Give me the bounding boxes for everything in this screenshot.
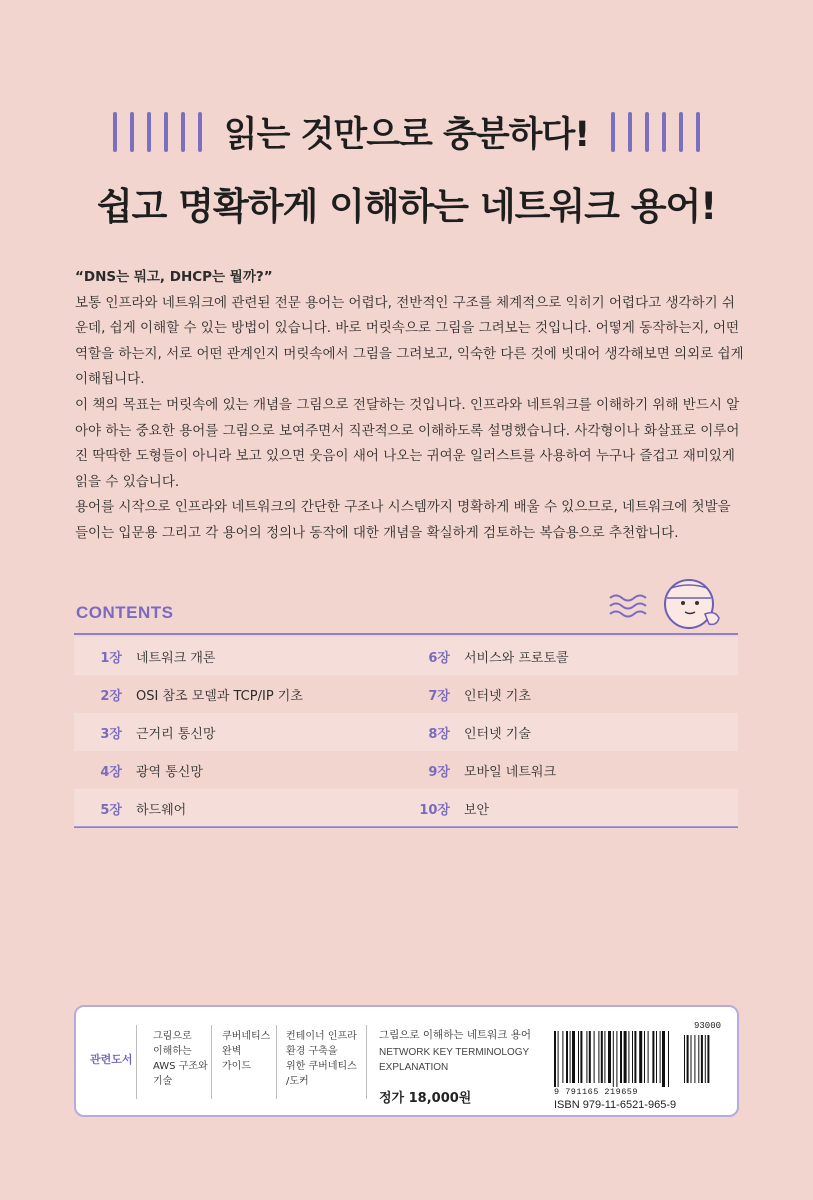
divider [136, 1025, 137, 1099]
chapter-title: 근거리 통신망 [136, 726, 216, 742]
right-tick-decoration [611, 112, 700, 152]
description [75, 265, 745, 547]
table-of-contents [74, 633, 738, 828]
toc-item [74, 637, 406, 675]
chapter-number: 10장 [419, 802, 450, 818]
chapter-title: 서비스와 프로토콜 [464, 650, 569, 666]
chapter-number: 4장 [100, 764, 122, 780]
description-paragraph: 이 책의 목표는 머릿속에 있는 개념을 그림으로 전달하는 것입니다. 인프라와 네트워크를 이해하기 위해 반드시 알아야 하는 중요한 용어를 그림으로 보여주면서 직관적으로 이해하도록 설명했습니다. 사각형이나 화살표로 이루어진 딱딱한 도형들이 아니라 보고 있으면 웃음이 새어 나오는 귀여운 일러스트를 사용하여 누구나 즐겁고 재미있게 읽을 수 있습니다. [75, 396, 740, 490]
related-book: 그림으로 이해하는 AWS 구조와 기술 [153, 1031, 208, 1087]
chapter-title: OSI 참조 모델과 TCP/IP 기초 [136, 688, 303, 704]
book-title-korean: 그림으로 이해하는 네트워크 용어 [379, 1029, 532, 1041]
toc-item [406, 789, 738, 827]
left-tick-decoration [113, 112, 202, 152]
chapter-number: 9장 [428, 764, 450, 780]
chapter-number: 3장 [100, 726, 122, 742]
toc-item [406, 637, 738, 675]
barcode-icon [554, 1031, 722, 1087]
chapter-title: 네트워크 개론 [136, 650, 216, 666]
isbn-addon: 93000 [694, 1021, 722, 1031]
toc-item [74, 675, 406, 713]
isbn-number: ISBN 979-11-6521-965-9 [554, 1099, 677, 1111]
chapter-title: 인터넷 기술 [464, 726, 531, 742]
headline-line1: 읽는 것만으로 충분하다! [223, 115, 590, 155]
description-paragraph: 보통 인프라와 네트워크에 관련된 전문 용어는 어렵다, 전반적인 구조를 체계적으로 익히기 어렵다고 생각하기 쉬운데, 쉽게 이해할 수 있는 방법이 있습니다. 바로 머릿속으로 그림을 그려보는 것입니다. 어떻게 동작하는지, 어떤 역할을 하는지, 서로 어떤 관계인지 머릿속에서 그림을 그려보고, 익숙한 다른 것에 빗대어 생각해보면 의외로 쉽게 이해됩니다. [75, 294, 744, 388]
chapter-title: 모바일 네트워크 [464, 764, 557, 780]
character-illustration-icon [605, 576, 725, 636]
toc-item [74, 713, 406, 751]
book-info-box [74, 1005, 739, 1117]
toc-item [74, 789, 406, 827]
toc-item [406, 713, 738, 751]
chapter-title: 광역 통신망 [136, 764, 203, 780]
chapter-title: 인터넷 기초 [464, 688, 531, 704]
isbn-digits: 9 791165 219659 [554, 1087, 639, 1097]
chapter-number: 7장 [428, 688, 450, 704]
divider [366, 1025, 367, 1099]
chapter-number: 2장 [100, 688, 122, 704]
chapter-number: 1장 [100, 650, 122, 666]
related-books-label: 관련도서 [90, 1053, 133, 1066]
related-book: 쿠버네티스 완벽 가이드 [222, 1031, 271, 1072]
chapter-number: 6장 [428, 650, 450, 666]
description-quote: “DNS는 뭐고, DHCP는 뭘까?” [75, 269, 273, 285]
divider [211, 1025, 212, 1099]
price: 정가 18,000원 [379, 1091, 472, 1106]
toc-item [406, 751, 738, 789]
toc-item [74, 751, 406, 789]
related-book: 컨테이너 인프라 환경 구축을 위한 쿠버네티스 /도커 [286, 1031, 357, 1087]
contents-title: CONTENTS [76, 603, 174, 622]
headline-line2: 쉽고 명확하게 이해하는 네트워크 용어! [96, 185, 717, 228]
chapter-number: 5장 [100, 802, 122, 818]
chapter-title: 하드웨어 [136, 802, 187, 818]
description-paragraph: 용어를 시작으로 인프라와 네트워크의 간단한 구조나 시스템까지 명확하게 배울 수 있으므로, 네트워크에 첫발을 들이는 입문용 그리고 각 용어의 정의나 동작에 대한 개념을 확실하게 검토하는 복습용으로 추천합니다. [75, 499, 731, 541]
toc-item [406, 675, 738, 713]
headline [0, 100, 813, 238]
chapter-title: 보안 [464, 802, 490, 818]
book-title-english: NETWORK KEY TERMINOLOGY EXPLANATION [379, 1047, 530, 1073]
chapter-number: 8장 [428, 726, 450, 742]
divider [276, 1025, 277, 1099]
